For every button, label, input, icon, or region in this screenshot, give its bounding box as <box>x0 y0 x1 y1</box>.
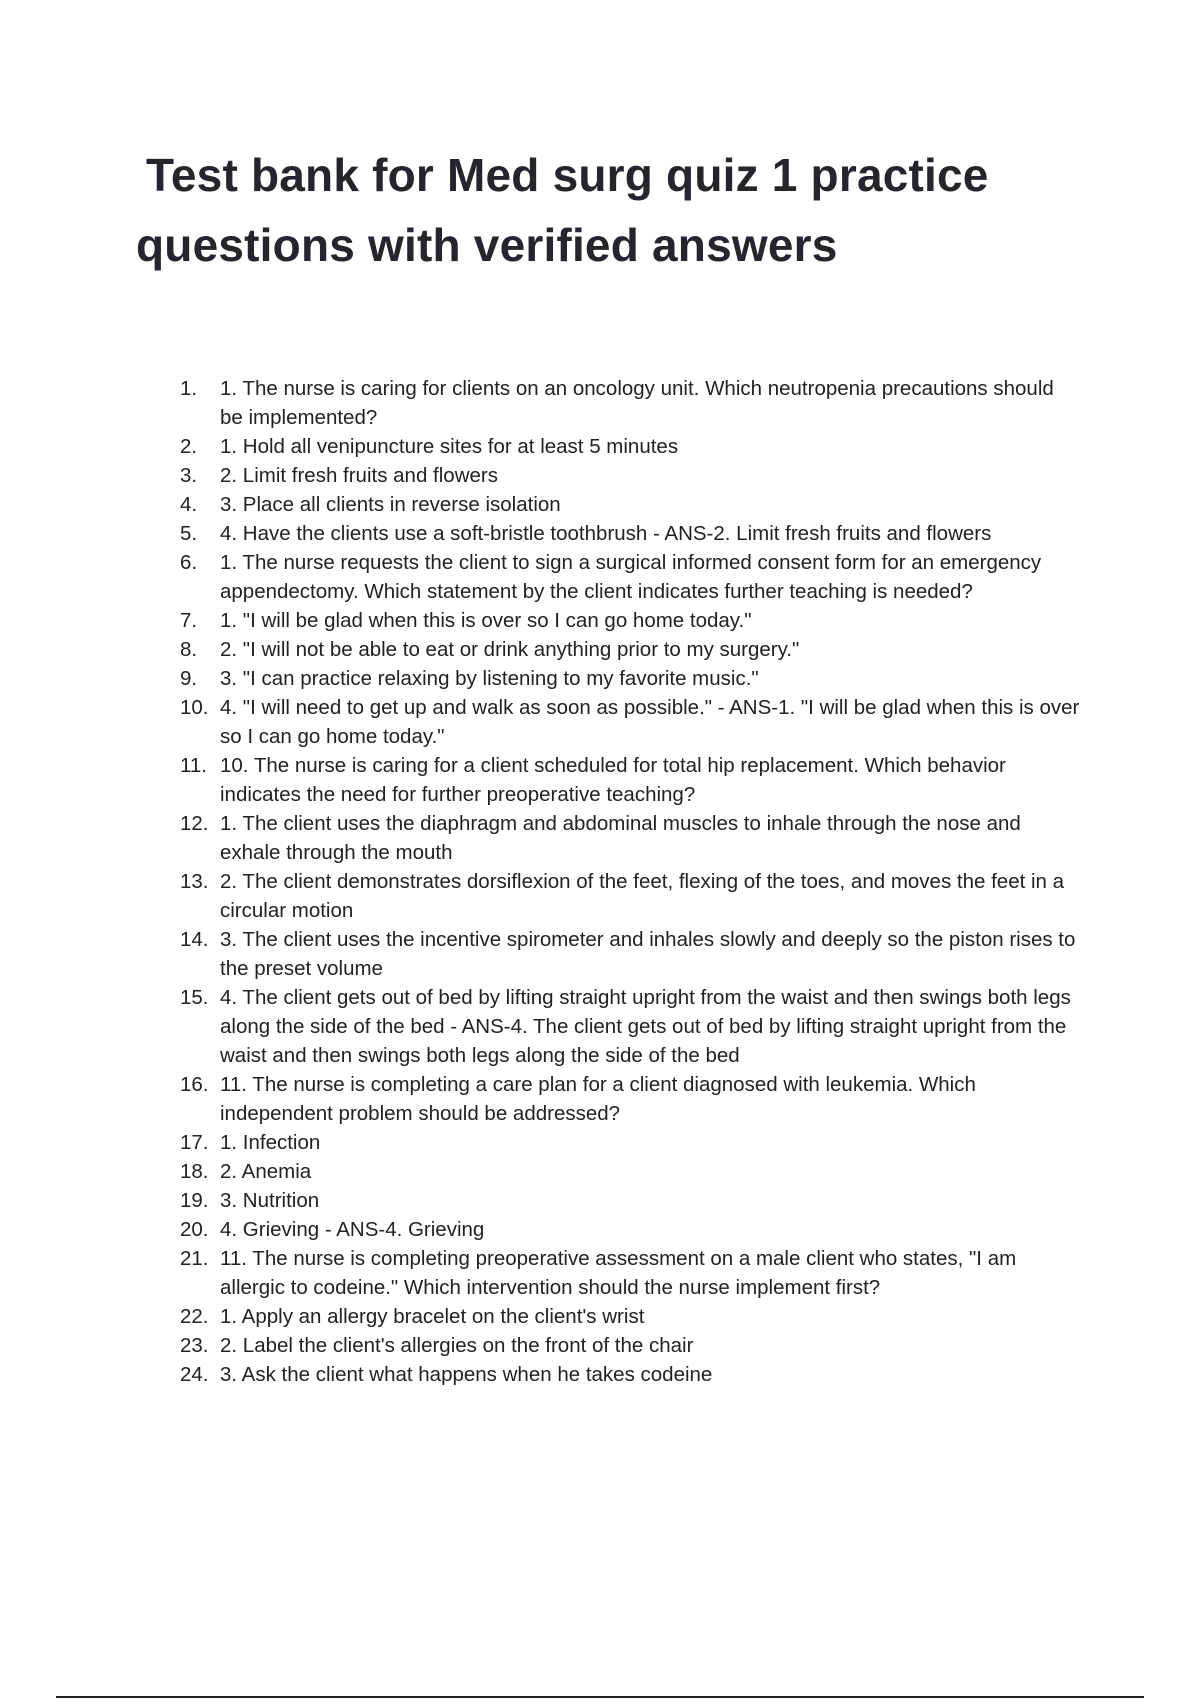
item-number: 22. <box>180 1305 209 1328</box>
list-item <box>180 432 1080 461</box>
item-text: 3. Ask the client what happens when he takes codeine <box>220 1363 713 1386</box>
item-text: 3. Nutrition <box>220 1189 320 1212</box>
list-item <box>180 1360 1080 1389</box>
list-item <box>180 461 1080 490</box>
footer-divider <box>56 1696 1144 1698</box>
list-item <box>180 809 1080 867</box>
item-text: 10. The nurse is caring for a client scheduled for total hip replacement. Which behavior indicates the need for further preoperative teaching? <box>220 754 1006 806</box>
item-number: 12. <box>180 812 209 835</box>
item-number: 23. <box>180 1334 209 1357</box>
list-item <box>180 983 1080 1070</box>
item-text: 2. The client demonstrates dorsiflexion of the feet, flexing of the toes, and moves the feet in a circular motion <box>220 870 1065 922</box>
item-number: 18. <box>180 1160 209 1183</box>
list-item <box>180 374 1080 432</box>
list-item <box>180 1244 1080 1302</box>
list-item <box>180 693 1080 751</box>
item-text: 4. "I will need to get up and walk as soon as possible." - ANS-1. "I will be glad when this is over so I can go home today." <box>220 696 1080 748</box>
list-item <box>180 490 1080 519</box>
item-number: 14. <box>180 928 209 951</box>
item-number: 7. <box>180 609 198 632</box>
item-text: 4. Grieving - ANS-4. Grieving <box>220 1218 485 1241</box>
list-item <box>180 1070 1080 1128</box>
item-number: 21. <box>180 1247 209 1270</box>
question-list <box>180 374 1080 1389</box>
item-text: 4. The client gets out of bed by lifting straight upright from the waist and then swings both legs along the side of the bed - ANS-4. The client gets out of bed by lifting straight upright from the waist and then swings both legs along the side of the bed <box>220 986 1071 1067</box>
list-item <box>180 1215 1080 1244</box>
item-text: 1. Apply an allergy bracelet on the client's wrist <box>220 1305 645 1328</box>
item-number: 8. <box>180 638 198 661</box>
item-text: 2. Anemia <box>220 1160 312 1183</box>
item-text: 2. Limit fresh fruits and flowers <box>220 464 498 487</box>
item-text: 1. The nurse is caring for clients on an oncology unit. Which neutropenia precautions should be implemented? <box>220 377 1054 429</box>
item-text: 3. The client uses the incentive spirometer and inhales slowly and deeply so the piston rises to the preset volume <box>220 928 1076 980</box>
list-item <box>180 1157 1080 1186</box>
item-text: 11. The nurse is completing preoperative assessment on a male client who states, "I am allergic to codeine." Which intervention should the nurse implement first? <box>220 1247 1017 1299</box>
item-text: 3. Place all clients in reverse isolation <box>220 493 561 516</box>
item-text: 11. The nurse is completing a care plan for a client diagnosed with leukemia. Which independent problem should be addressed? <box>220 1073 976 1125</box>
item-text: 1. Infection <box>220 1131 321 1154</box>
page-title-line-1: Test bank for Med surg quiz 1 practice <box>146 149 989 201</box>
list-item <box>180 1331 1080 1360</box>
list-item <box>180 751 1080 809</box>
item-number: 17. <box>180 1131 209 1154</box>
item-text: 1. The nurse requests the client to sign a surgical informed consent form for an emergency appendectomy. Which statement by the client indicates further teaching is needed? <box>220 551 1042 603</box>
item-number: 9. <box>180 667 198 690</box>
item-number: 19. <box>180 1189 209 1212</box>
item-number: 6. <box>180 551 198 574</box>
item-number: 10. <box>180 696 209 719</box>
item-number: 2. <box>180 435 198 458</box>
page-title <box>136 140 1086 280</box>
item-number: 24. <box>180 1363 209 1386</box>
item-number: 20. <box>180 1218 209 1241</box>
list-item <box>180 664 1080 693</box>
item-text: 1. Hold all venipuncture sites for at least 5 minutes <box>220 435 679 458</box>
item-text: 2. Label the client's allergies on the front of the chair <box>220 1334 694 1357</box>
item-number: 3. <box>180 464 198 487</box>
item-number: 13. <box>180 870 209 893</box>
list-item <box>180 1302 1080 1331</box>
list-item <box>180 519 1080 548</box>
list-item <box>180 606 1080 635</box>
list-item <box>180 1186 1080 1215</box>
item-text: 4. Have the clients use a soft-bristle toothbrush - ANS-2. Limit fresh fruits and flowers <box>220 522 992 545</box>
item-number: 16. <box>180 1073 209 1096</box>
item-number: 15. <box>180 986 209 1009</box>
list-item <box>180 925 1080 983</box>
list-item <box>180 635 1080 664</box>
item-number: 1. <box>180 377 198 400</box>
item-number: 4. <box>180 493 198 516</box>
list-item <box>180 548 1080 606</box>
page-title-line-2: questions with verified answers <box>136 219 838 271</box>
item-text: 1. The client uses the diaphragm and abdominal muscles to inhale through the nose and exhale through the mouth <box>220 812 1021 864</box>
item-number: 5. <box>180 522 198 545</box>
list-item <box>180 1128 1080 1157</box>
item-text: 3. "I can practice relaxing by listening to my favorite music." <box>220 667 759 690</box>
item-number: 11. <box>180 754 207 777</box>
item-text: 2. "I will not be able to eat or drink anything prior to my surgery." <box>220 638 800 661</box>
list-item <box>180 867 1080 925</box>
item-text: 1. "I will be glad when this is over so I can go home today." <box>220 609 752 632</box>
